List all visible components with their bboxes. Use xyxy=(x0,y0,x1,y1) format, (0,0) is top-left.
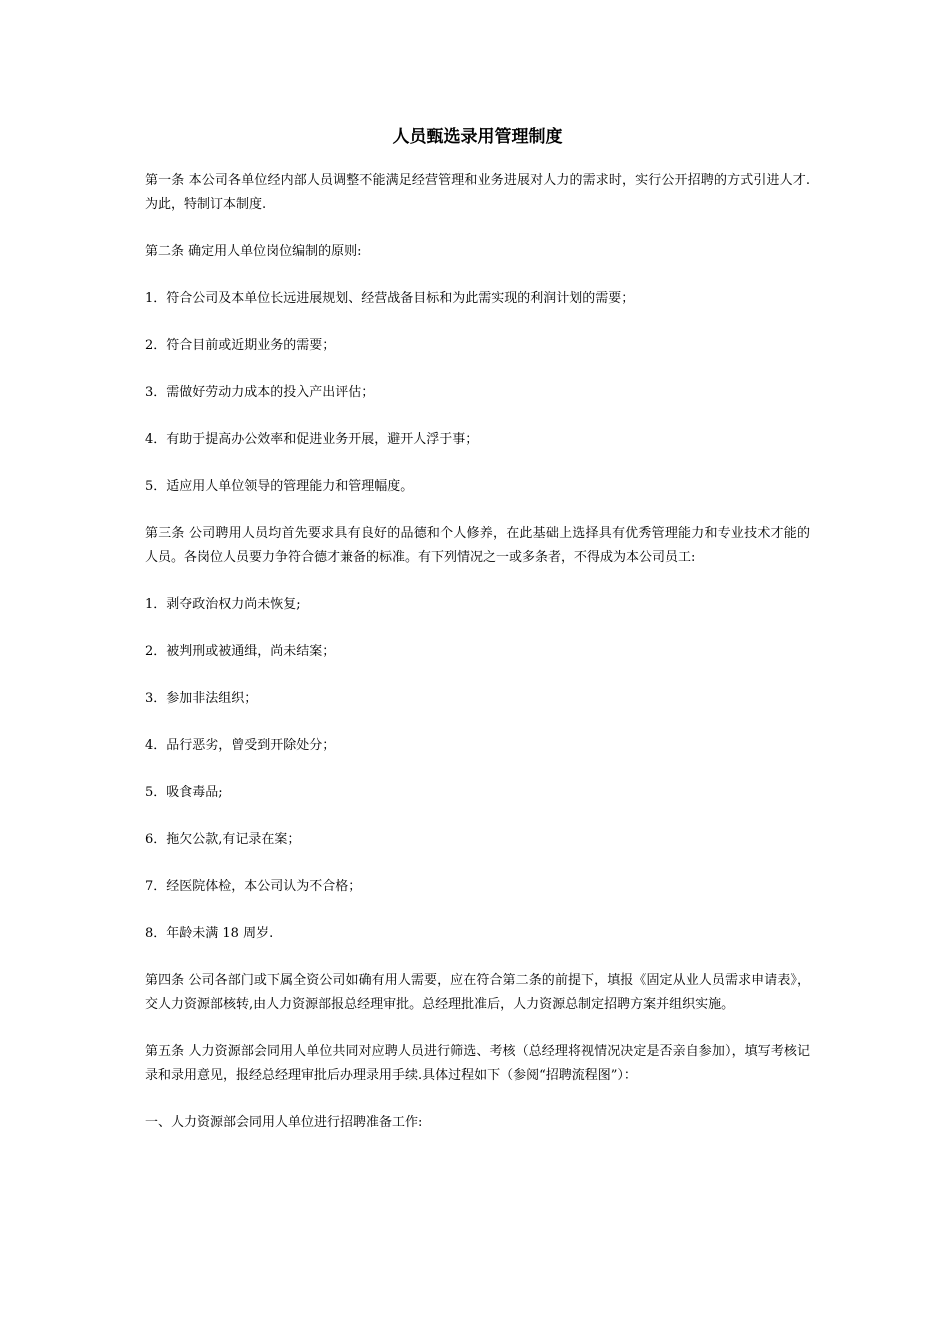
article-5: 第五条 人力资源部会同用人单位共同对应聘人员进行筛选、考核（总经理将视情况决定是否亲自参加），填写考核记录和录用意见，报经总经理审批后办理录用手续.具体过程如下（参阅“招聘流程图”）： xyxy=(145,1044,810,1083)
list-item: 2．符合目前或近期业务的需要； xyxy=(145,338,336,353)
list-item: 5．吸食毒品; xyxy=(145,785,223,800)
list-item: 6．拖欠公款,有记录在案； xyxy=(145,832,301,847)
document-title: 人员甄选录用管理制度 xyxy=(392,127,563,147)
list-item: 4．品行恶劣，曾受到开除处分； xyxy=(145,738,336,753)
list-item: 1．符合公司及本单位长远进展规划、经营战备目标和为此需实现的利润计划的需要； xyxy=(145,291,635,306)
list-item: 8．年龄未满 18 周岁. xyxy=(145,926,274,941)
list-item: 5．适应用人单位领导的管理能力和管理幅度。 xyxy=(145,479,414,494)
list-item: 1．剥夺政治权力尚未恢复; xyxy=(145,597,301,612)
article-2: 第二条 确定用人单位岗位编制的原则: xyxy=(145,244,362,259)
list-item: 4．有助于提高办公效率和促进业务开展，避开人浮于事； xyxy=(145,432,479,447)
list-item: 3．需做好劳动力成本的投入产出评估； xyxy=(145,385,375,400)
list-item: 2．被判刑或被通缉，尚未结案； xyxy=(145,644,336,659)
article-3: 第三条 公司聘用人员均首先要求具有良好的品德和个人修养，在此基础上选择具有优秀管理能力和专业技术才能的人员。各岗位人员要力争符合德才兼备的标准。有下列情况之一或多条者，不得成为本公司员工: xyxy=(145,526,810,565)
article-4: 第四条 公司各部门或下属全资公司如确有用人需要，应在符合第二条的前提下，填报《固定从业人员需求申请表》，交人力资源部核转,由人力资源部报总经理审批。总经理批准后，人力资源总制定招聘方案并组织实施。 xyxy=(145,973,810,1012)
document-page xyxy=(145,120,810,1158)
article-1: 第一条 本公司各单位经内部人员调整不能满足经营管理和业务进展对人力的需求时，实行公开招聘的方式引进人才.为此，特制订本制度. xyxy=(145,173,810,212)
section-heading: 一、人力资源部会同用人单位进行招聘准备工作: xyxy=(145,1115,423,1130)
list-item: 3．参加非法组织； xyxy=(145,691,258,706)
list-item: 7．经医院体检，本公司认为不合格； xyxy=(145,879,362,894)
